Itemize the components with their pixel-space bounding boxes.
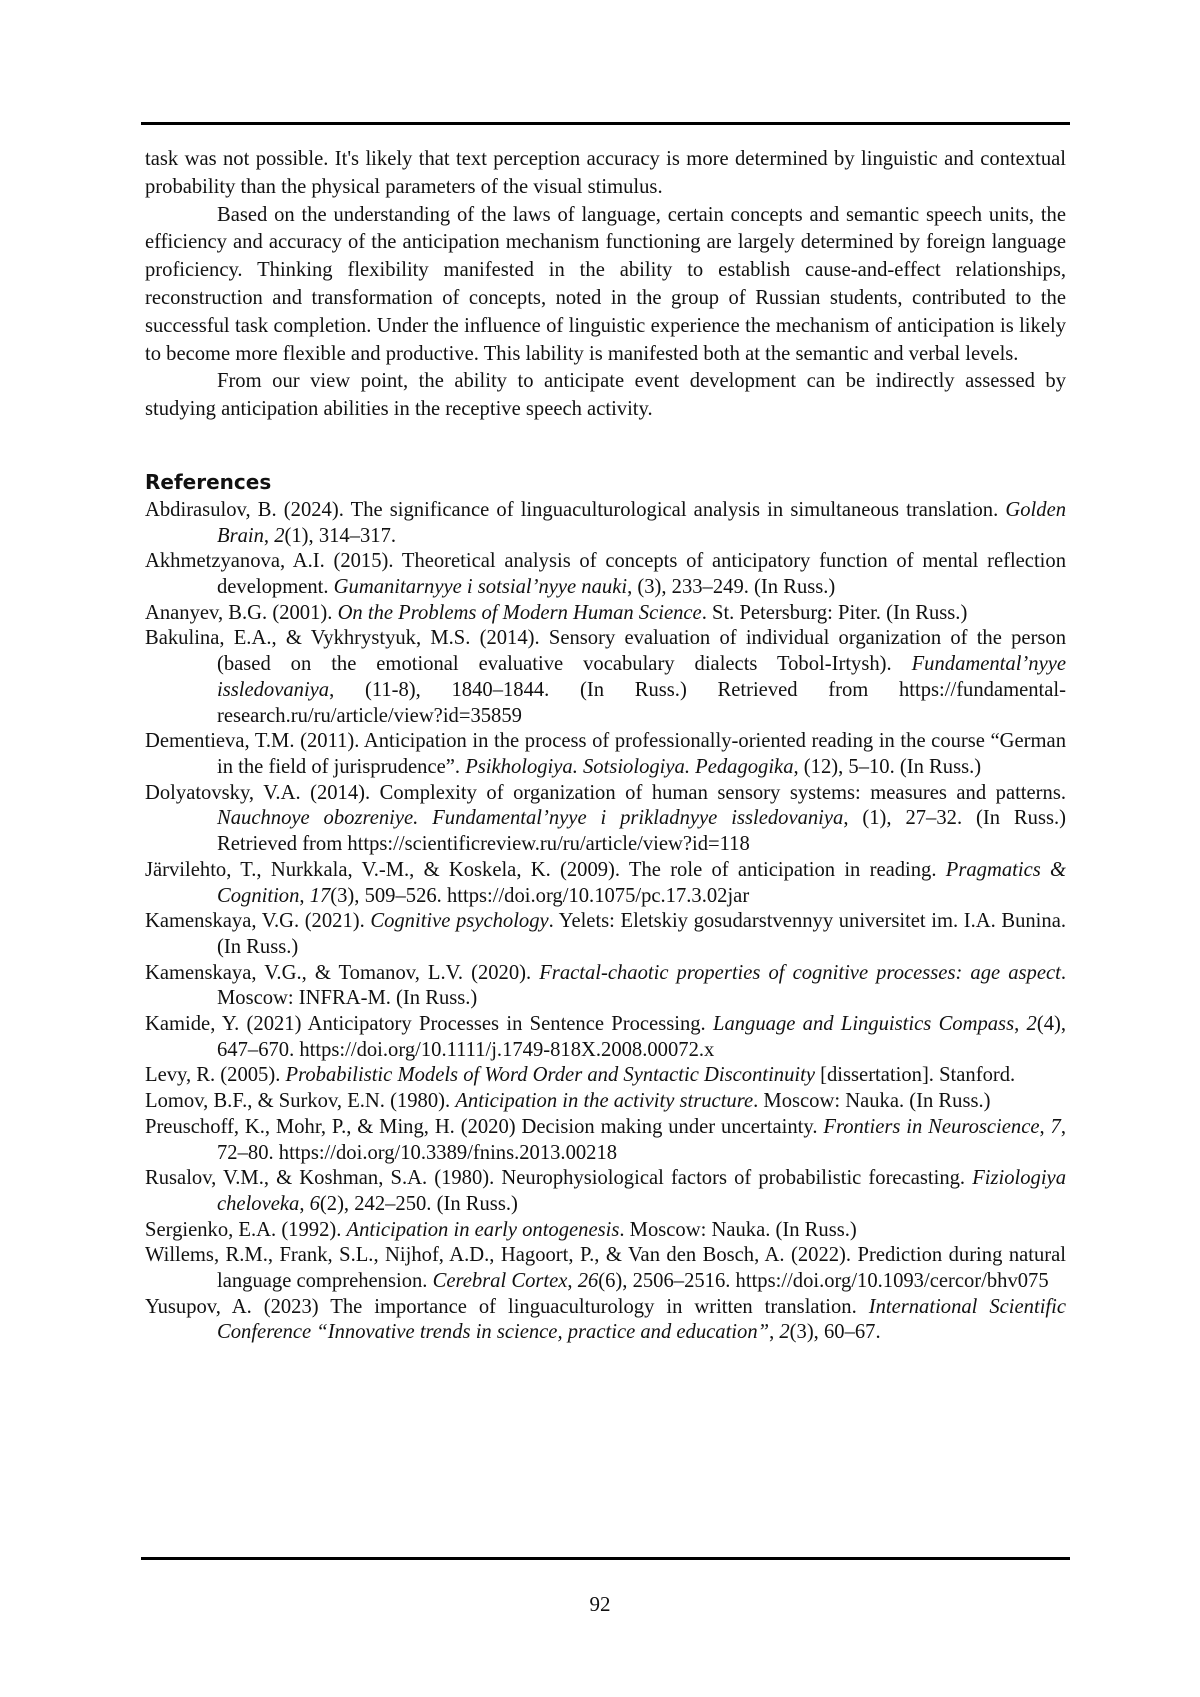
reference-item: Levy, R. (2005). Probabilistic Models of Word Order and Syntactic Discontinuity [dissertation]. Stan­ford. (145, 1063, 1066, 1089)
body-paragraph-3: From our view point, the ability to anticipate event development can be indirectly as­sessed by studying anticipation abilities in the receptive speech activity. (145, 368, 1066, 424)
journal-page (0, 0, 1200, 1697)
reference-item: Bakulina, E.A., & Vykhrystyuk, M.S. (2014). Sensory evaluation of individual organization of the person (based on the emotional evaluative vocabulary dialects Tobol-Irtysh). Fundamen­tal’nyye issledovaniya, (11-8), 1840–1844. (In Russ.) Retrieved from https://fundamental-research.ru/ru/article/view?id=35859 (145, 626, 1066, 729)
body-paragraph-1: task was not possible. It's likely that text perception accuracy is more determined by linguistic and contextual probability than the physical parameters of the visual stimulus. (145, 146, 1066, 202)
body-paragraph-2: Based on the understanding of the laws of language, certain concepts and semantic speech units, the efficiency and accuracy of the anticipation mechanism functioning are large­ly determined by foreign language proficiency. Thinking flexibility manifested in the ability to establish cause-and-effect relationships, reconstruction and transformation of concepts, noted in the group of Russian students, contributed to the successful task completion. Under the influence of linguistic experience the mechanism of anticipation is likely to become more flexible and productive. This lability is manifested both at the semantic and verbal levels. (145, 202, 1066, 369)
reference-item: Sergienko, E.A. (1992). Anticipation in early ontogenesis. Moscow: Nauka. (In Russ.) (145, 1218, 1066, 1244)
reference-item: Willems, R.M., Frank, S.L., Nijhof, A.D., Hagoort, P., & Van den Bosch, A. (2022). Prediction during natural language comprehension. Cerebral Cortex, 26(6), 2506–2516. https://doi.org/10.1093/cercor/bhv075 (145, 1243, 1066, 1294)
reference-item: Dolyatovsky, V.A. (2014). Complexity of organization of human sensory systems: measures and pat­terns. Nauchnoye obozreniye. Fundamental’nyye i prikladnyye issledovaniya, (1), 27–32. (In Russ.) Retrieved from https://scientificreview.ru/ru/article/view?id=118 (145, 781, 1066, 858)
page-content (145, 146, 1066, 1346)
reference-item: Akhmetzyanova, A.I. (2015). Theoretical analysis of concepts of anticipatory function of mental ref­lection development. Gumanitarnyye i sotsial’nyye nauki, (3), 233–249. (In Russ.) (145, 549, 1066, 600)
reference-item: Ananyev, B.G. (2001). On the Problems of Modern Human Science. St. Petersburg: Piter. (In Russ.) (145, 601, 1066, 627)
reference-item: Preuschoff, K., Mohr, P., & Ming, H. (2020) Decision making under uncertainty. Frontiers in Neuros­cience, 7, 72–80. https://doi.org/10.3389/fnins.2013.00218 (145, 1115, 1066, 1166)
reference-item: Kamenskaya, V.G. (2021). Cognitive psychology. Yelets: Eletskiy gosudarstvennyy universitet im. I.A. Bunina. (In Russ.) (145, 909, 1066, 960)
reference-list (145, 498, 1066, 1346)
reference-item: Kamenskaya, V.G., & Tomanov, L.V. (2020). Fractal-chaotic properties of cognitive processes: age aspect. Moscow: INFRA-M. (In Russ.) (145, 961, 1066, 1012)
reference-item: Yusupov, A. (2023) The importance of linguaculturology in written translation. International Scientif­ic Conference “Innovative trends in science, practice and education”, 2(3), 60–67. (145, 1295, 1066, 1346)
references-heading: References (145, 468, 1066, 496)
reference-item: Kamide, Y. (2021) Anticipatory Processes in Sentence Processing. Language and Linguistics Compass, 2(4), 647–670. https://doi.org/10.1111/j.1749-818X.2008.00072.x (145, 1012, 1066, 1063)
footer-rule (141, 1557, 1070, 1560)
reference-item: Abdirasulov, B. (2024). The significance of linguaculturological analysis in simultaneous translation. Golden Brain, 2(1), 314–317. (145, 498, 1066, 549)
reference-item: Dementieva, T.M. (2011). Anticipation in the process of professionally-oriented reading in the course “German in the field of jurisprudence”. Psikhologiya. Sotsiologiya. Pedagogika, (12), 5–10. (In Russ.) (145, 729, 1066, 780)
reference-item: Lomov, B.F., & Surkov, E.N. (1980). Anticipation in the activity structure. Moscow: Nauka. (In Russ.) (145, 1089, 1066, 1115)
reference-item: Rusalov, V.M., & Koshman, S.A. (1980). Neurophysiological factors of probabilistic forecasting. Fiziologiya cheloveka, 6(2), 242–250. (In Russ.) (145, 1166, 1066, 1217)
reference-item: Järvilehto, T., Nurkkala, V.-M., & Koskela, K. (2009). The role of anticipation in reading. Pragmatics & Cognition, 17(3), 509–526. https://doi.org/10.1075/pc.17.3.02jar (145, 858, 1066, 909)
header-rule (141, 122, 1070, 125)
page-number: 92 (0, 1592, 1200, 1617)
